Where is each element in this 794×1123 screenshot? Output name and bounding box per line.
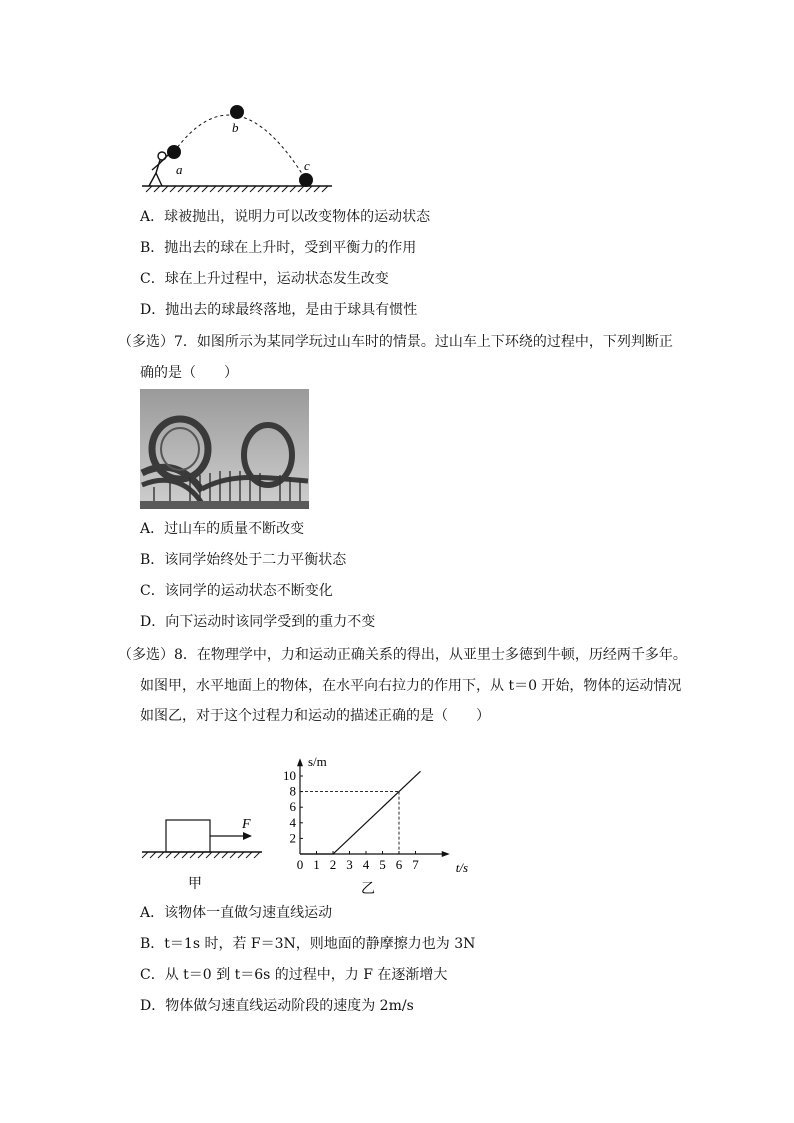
q8-option-c: C．从 t＝0 到 t＝6s 的过程中，力 F 在逐渐增大	[140, 967, 448, 983]
caption-yi: 乙	[361, 882, 376, 897]
y-tick-label: 6	[289, 799, 296, 815]
q8-option-b: B．t＝1s 时，若 F＝3N，则地面的静摩擦力也为 3N	[140, 936, 476, 952]
q6-option-b: B．抛出去的球在上升时，受到平衡力的作用	[140, 240, 417, 256]
block	[166, 820, 210, 852]
y-tick-label: 8	[289, 783, 296, 799]
q8-option-d: D．物体做匀速直线运动阶段的速度为 2m/s	[140, 998, 414, 1014]
q7-option-a: A．过山车的质量不断改变	[140, 521, 305, 537]
x-tick-label: 5	[379, 857, 386, 872]
q8-stem-line-2: 如图甲，水平地面上的物体，在水平向右拉力的作用下，从 t＝0 开始，物体的运动情况	[140, 678, 682, 694]
ball-b	[230, 105, 244, 119]
x-axis-label: t/s	[455, 860, 469, 875]
q7-option-c: C．该同学的运动状态不断变化	[140, 583, 333, 599]
series-line	[300, 771, 420, 854]
label-b: b	[232, 120, 239, 135]
x-tick-label: 1	[313, 857, 320, 872]
q7-stem-line-1: （多选）7．如图所示为某同学玩过山车时的情景。过山车上下环绕的过程中，下列判断正	[118, 334, 673, 350]
q8-stem-line-3: 如图乙，对于这个过程力和运动的描述正确的是（ ）	[140, 708, 490, 724]
label-a: a	[176, 162, 183, 177]
caption-jia: 甲	[188, 877, 202, 892]
x-tick-label: 7	[412, 857, 419, 872]
q7-option-d: D．向下运动时该同学受到的重力不变	[140, 614, 376, 630]
x-axis-arrowhead	[442, 851, 450, 857]
q6-option-d: D．抛出去的球最终落地，是由于球具有惯性	[140, 302, 418, 318]
roller-coaster-photo	[140, 389, 309, 509]
q6-option-c: C．球在上升过程中，运动状态发生改变	[140, 271, 389, 287]
y-tick-label: 4	[289, 814, 296, 830]
y-tick-label: 10	[283, 768, 296, 783]
q6-option-a: A．球被抛出，说明力可以改变物体的运动状态	[140, 209, 431, 225]
q8-option-a: A．该物体一直做匀速直线运动	[140, 905, 333, 921]
trajectory-curve	[174, 115, 306, 180]
q7-stem-line-2: 确的是（ ）	[140, 365, 238, 381]
ball-a	[167, 145, 181, 159]
y-axis-label: s/m	[308, 754, 327, 770]
thrower-figure	[149, 152, 168, 186]
force-label: F	[242, 817, 251, 832]
x-tick-label: 6	[395, 857, 403, 872]
x-tick-label: 3	[346, 857, 353, 872]
ground-hatch-jia	[142, 852, 260, 858]
q8-stem-line-1: （多选）8．在物理学中，力和运动正确关系的得出，从亚里士多德到牛顿，历经两千多年。	[118, 647, 687, 663]
x-tick-label: 0	[296, 857, 304, 872]
x-tick-label: 2	[329, 857, 337, 872]
y-axis-arrowhead	[297, 758, 303, 766]
y-tick-label: 2	[289, 830, 296, 846]
figure-yi-st-graph	[280, 730, 480, 895]
label-c: c	[304, 158, 310, 173]
ball-c	[299, 173, 313, 187]
projectile-figure	[138, 98, 338, 194]
force-arrowhead	[243, 832, 252, 840]
figure-jia	[140, 812, 266, 890]
x-tick-label: 4	[362, 857, 370, 872]
ground-hatch	[146, 186, 328, 192]
q7-option-b: B．该同学始终处于二力平衡状态	[140, 552, 347, 568]
